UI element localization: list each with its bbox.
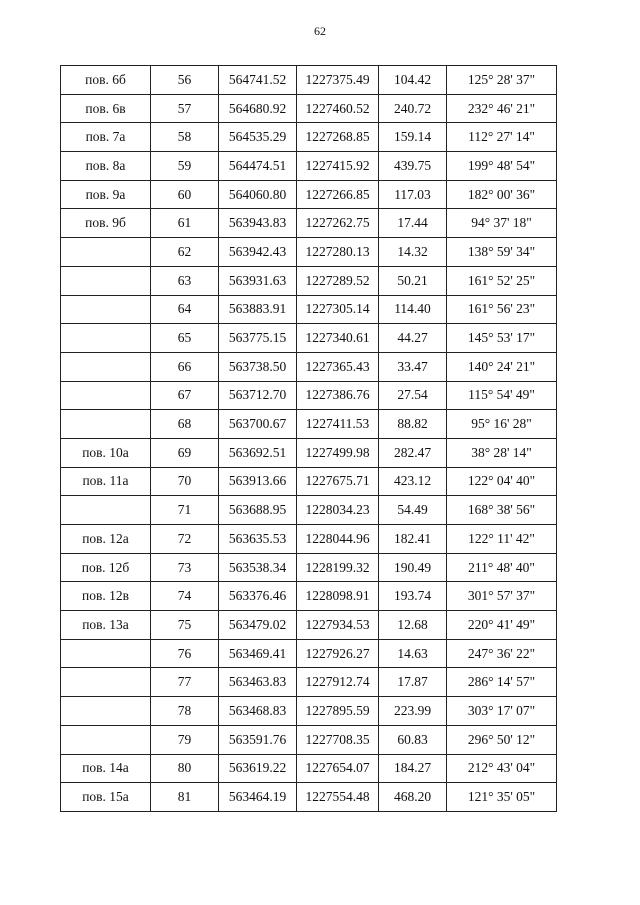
turn-label-cell xyxy=(61,697,151,726)
direction-angle-cell: 232° 46' 21" xyxy=(447,94,557,123)
length-cell: 184.27 xyxy=(379,754,447,783)
length-cell: 439.75 xyxy=(379,152,447,181)
turn-label-cell: пов. 7а xyxy=(61,123,151,152)
table-row xyxy=(61,783,557,812)
turn-label-cell: пов. 12б xyxy=(61,553,151,582)
length-cell: 12.68 xyxy=(379,611,447,640)
direction-angle-cell: 161° 52' 25" xyxy=(447,266,557,295)
x-coordinate-cell: 564474.51 xyxy=(219,152,297,181)
x-coordinate-cell: 563942.43 xyxy=(219,238,297,267)
turn-label-cell xyxy=(61,295,151,324)
x-coordinate-cell: 563688.95 xyxy=(219,496,297,525)
point-number-cell: 69 xyxy=(151,438,219,467)
turn-label-cell xyxy=(61,496,151,525)
direction-angle-cell: 182° 00' 36" xyxy=(447,180,557,209)
direction-angle-cell: 122° 04' 40" xyxy=(447,467,557,496)
y-coordinate-cell: 1227289.52 xyxy=(297,266,379,295)
x-coordinate-cell: 564741.52 xyxy=(219,66,297,95)
x-coordinate-cell: 564535.29 xyxy=(219,123,297,152)
x-coordinate-cell: 563469.41 xyxy=(219,639,297,668)
point-number-cell: 68 xyxy=(151,410,219,439)
length-cell: 240.72 xyxy=(379,94,447,123)
table-row xyxy=(61,180,557,209)
length-cell: 14.32 xyxy=(379,238,447,267)
length-cell: 54.49 xyxy=(379,496,447,525)
table-row xyxy=(61,467,557,496)
y-coordinate-cell: 1227926.27 xyxy=(297,639,379,668)
y-coordinate-cell: 1227262.75 xyxy=(297,209,379,238)
table-row xyxy=(61,611,557,640)
point-number-cell: 58 xyxy=(151,123,219,152)
y-coordinate-cell: 1227499.98 xyxy=(297,438,379,467)
length-cell: 33.47 xyxy=(379,352,447,381)
turn-label-cell: пов. 8а xyxy=(61,152,151,181)
point-number-cell: 77 xyxy=(151,668,219,697)
direction-angle-cell: 94° 37' 18" xyxy=(447,209,557,238)
table-row xyxy=(61,725,557,754)
turn-label-cell xyxy=(61,410,151,439)
x-coordinate-cell: 564060.80 xyxy=(219,180,297,209)
table-row xyxy=(61,381,557,410)
point-number-cell: 74 xyxy=(151,582,219,611)
turn-label-cell xyxy=(61,668,151,697)
length-cell: 17.44 xyxy=(379,209,447,238)
length-cell: 282.47 xyxy=(379,438,447,467)
table-row xyxy=(61,525,557,554)
direction-angle-cell: 296° 50' 12" xyxy=(447,725,557,754)
turn-label-cell xyxy=(61,266,151,295)
direction-angle-cell: 168° 38' 56" xyxy=(447,496,557,525)
x-coordinate-cell: 563479.02 xyxy=(219,611,297,640)
point-number-cell: 64 xyxy=(151,295,219,324)
point-number-cell: 56 xyxy=(151,66,219,95)
direction-angle-cell: 301° 57' 37" xyxy=(447,582,557,611)
point-number-cell: 66 xyxy=(151,352,219,381)
turn-label-cell: пов. 6б xyxy=(61,66,151,95)
length-cell: 193.74 xyxy=(379,582,447,611)
length-cell: 190.49 xyxy=(379,553,447,582)
direction-angle-cell: 161° 56' 23" xyxy=(447,295,557,324)
point-number-cell: 57 xyxy=(151,94,219,123)
direction-angle-cell: 112° 27' 14" xyxy=(447,123,557,152)
y-coordinate-cell: 1227912.74 xyxy=(297,668,379,697)
length-cell: 44.27 xyxy=(379,324,447,353)
table-row xyxy=(61,209,557,238)
y-coordinate-cell: 1228034.23 xyxy=(297,496,379,525)
table-row xyxy=(61,438,557,467)
point-number-cell: 78 xyxy=(151,697,219,726)
length-cell: 223.99 xyxy=(379,697,447,726)
y-coordinate-cell: 1228199.32 xyxy=(297,553,379,582)
direction-angle-cell: 212° 43' 04" xyxy=(447,754,557,783)
y-coordinate-cell: 1227934.53 xyxy=(297,611,379,640)
length-cell: 50.21 xyxy=(379,266,447,295)
x-coordinate-cell: 563913.66 xyxy=(219,467,297,496)
coordinates-table xyxy=(60,65,557,812)
x-coordinate-cell: 563775.15 xyxy=(219,324,297,353)
length-cell: 468.20 xyxy=(379,783,447,812)
direction-angle-cell: 115° 54' 49" xyxy=(447,381,557,410)
y-coordinate-cell: 1227386.76 xyxy=(297,381,379,410)
table-body xyxy=(61,66,557,812)
turn-label-cell: пов. 9б xyxy=(61,209,151,238)
y-coordinate-cell: 1227411.53 xyxy=(297,410,379,439)
direction-angle-cell: 303° 17' 07" xyxy=(447,697,557,726)
x-coordinate-cell: 563538.34 xyxy=(219,553,297,582)
y-coordinate-cell: 1227460.52 xyxy=(297,94,379,123)
table-row xyxy=(61,123,557,152)
point-number-cell: 76 xyxy=(151,639,219,668)
turn-label-cell xyxy=(61,725,151,754)
point-number-cell: 63 xyxy=(151,266,219,295)
turn-label-cell: пов. 9а xyxy=(61,180,151,209)
turn-label-cell xyxy=(61,324,151,353)
turn-label-cell: пов. 11а xyxy=(61,467,151,496)
y-coordinate-cell: 1227675.71 xyxy=(297,467,379,496)
direction-angle-cell: 138° 59' 34" xyxy=(447,238,557,267)
turn-label-cell: пов. 6в xyxy=(61,94,151,123)
point-number-cell: 80 xyxy=(151,754,219,783)
turn-label-cell xyxy=(61,238,151,267)
point-number-cell: 81 xyxy=(151,783,219,812)
table-row xyxy=(61,553,557,582)
point-number-cell: 62 xyxy=(151,238,219,267)
x-coordinate-cell: 563883.91 xyxy=(219,295,297,324)
direction-angle-cell: 38° 28' 14" xyxy=(447,438,557,467)
y-coordinate-cell: 1227375.49 xyxy=(297,66,379,95)
direction-angle-cell: 122° 11' 42" xyxy=(447,525,557,554)
length-cell: 17.87 xyxy=(379,668,447,697)
point-number-cell: 61 xyxy=(151,209,219,238)
x-coordinate-cell: 563692.51 xyxy=(219,438,297,467)
y-coordinate-cell: 1227654.07 xyxy=(297,754,379,783)
x-coordinate-cell: 564680.92 xyxy=(219,94,297,123)
page-number: 62 xyxy=(314,24,326,38)
x-coordinate-cell: 563619.22 xyxy=(219,754,297,783)
point-number-cell: 79 xyxy=(151,725,219,754)
turn-label-cell: пов. 15а xyxy=(61,783,151,812)
length-cell: 117.03 xyxy=(379,180,447,209)
direction-angle-cell: 211° 48' 40" xyxy=(447,553,557,582)
turn-label-cell: пов. 12а xyxy=(61,525,151,554)
x-coordinate-cell: 563931.63 xyxy=(219,266,297,295)
x-coordinate-cell: 563468.83 xyxy=(219,697,297,726)
x-coordinate-cell: 563712.70 xyxy=(219,381,297,410)
y-coordinate-cell: 1227415.92 xyxy=(297,152,379,181)
turn-label-cell: пов. 13а xyxy=(61,611,151,640)
turn-label-cell xyxy=(61,381,151,410)
table-row xyxy=(61,496,557,525)
length-cell: 423.12 xyxy=(379,467,447,496)
point-number-cell: 72 xyxy=(151,525,219,554)
y-coordinate-cell: 1227280.13 xyxy=(297,238,379,267)
y-coordinate-cell: 1227554.48 xyxy=(297,783,379,812)
direction-angle-cell: 247° 36' 22" xyxy=(447,639,557,668)
point-number-cell: 70 xyxy=(151,467,219,496)
point-number-cell: 73 xyxy=(151,553,219,582)
length-cell: 114.40 xyxy=(379,295,447,324)
y-coordinate-cell: 1227895.59 xyxy=(297,697,379,726)
length-cell: 88.82 xyxy=(379,410,447,439)
table-row xyxy=(61,66,557,95)
direction-angle-cell: 145° 53' 17" xyxy=(447,324,557,353)
length-cell: 14.63 xyxy=(379,639,447,668)
point-number-cell: 59 xyxy=(151,152,219,181)
y-coordinate-cell: 1227305.14 xyxy=(297,295,379,324)
direction-angle-cell: 220° 41' 49" xyxy=(447,611,557,640)
x-coordinate-cell: 563376.46 xyxy=(219,582,297,611)
table-row xyxy=(61,754,557,783)
turn-label-cell xyxy=(61,352,151,381)
table-row xyxy=(61,352,557,381)
turn-label-cell: пов. 10а xyxy=(61,438,151,467)
y-coordinate-cell: 1228098.91 xyxy=(297,582,379,611)
direction-angle-cell: 140° 24' 21" xyxy=(447,352,557,381)
length-cell: 182.41 xyxy=(379,525,447,554)
length-cell: 159.14 xyxy=(379,123,447,152)
turn-label-cell xyxy=(61,639,151,668)
table-row xyxy=(61,266,557,295)
table-row xyxy=(61,238,557,267)
x-coordinate-cell: 563463.83 xyxy=(219,668,297,697)
length-cell: 27.54 xyxy=(379,381,447,410)
x-coordinate-cell: 563591.76 xyxy=(219,725,297,754)
y-coordinate-cell: 1227268.85 xyxy=(297,123,379,152)
point-number-cell: 67 xyxy=(151,381,219,410)
point-number-cell: 71 xyxy=(151,496,219,525)
point-number-cell: 65 xyxy=(151,324,219,353)
x-coordinate-cell: 563464.19 xyxy=(219,783,297,812)
table-row xyxy=(61,697,557,726)
table-row xyxy=(61,295,557,324)
x-coordinate-cell: 563700.67 xyxy=(219,410,297,439)
x-coordinate-cell: 563635.53 xyxy=(219,525,297,554)
direction-angle-cell: 199° 48' 54" xyxy=(447,152,557,181)
y-coordinate-cell: 1228044.96 xyxy=(297,525,379,554)
turn-label-cell: пов. 12в xyxy=(61,582,151,611)
x-coordinate-cell: 563738.50 xyxy=(219,352,297,381)
x-coordinate-cell: 563943.83 xyxy=(219,209,297,238)
direction-angle-cell: 286° 14' 57" xyxy=(447,668,557,697)
length-cell: 60.83 xyxy=(379,725,447,754)
table-row xyxy=(61,152,557,181)
table-row xyxy=(61,582,557,611)
y-coordinate-cell: 1227340.61 xyxy=(297,324,379,353)
y-coordinate-cell: 1227708.35 xyxy=(297,725,379,754)
table-row xyxy=(61,410,557,439)
direction-angle-cell: 95° 16' 28" xyxy=(447,410,557,439)
turn-label-cell: пов. 14а xyxy=(61,754,151,783)
direction-angle-cell: 125° 28' 37" xyxy=(447,66,557,95)
point-number-cell: 75 xyxy=(151,611,219,640)
direction-angle-cell: 121° 35' 05" xyxy=(447,783,557,812)
table-row xyxy=(61,668,557,697)
table-row xyxy=(61,94,557,123)
table-row xyxy=(61,324,557,353)
y-coordinate-cell: 1227365.43 xyxy=(297,352,379,381)
length-cell: 104.42 xyxy=(379,66,447,95)
table-row xyxy=(61,639,557,668)
y-coordinate-cell: 1227266.85 xyxy=(297,180,379,209)
point-number-cell: 60 xyxy=(151,180,219,209)
